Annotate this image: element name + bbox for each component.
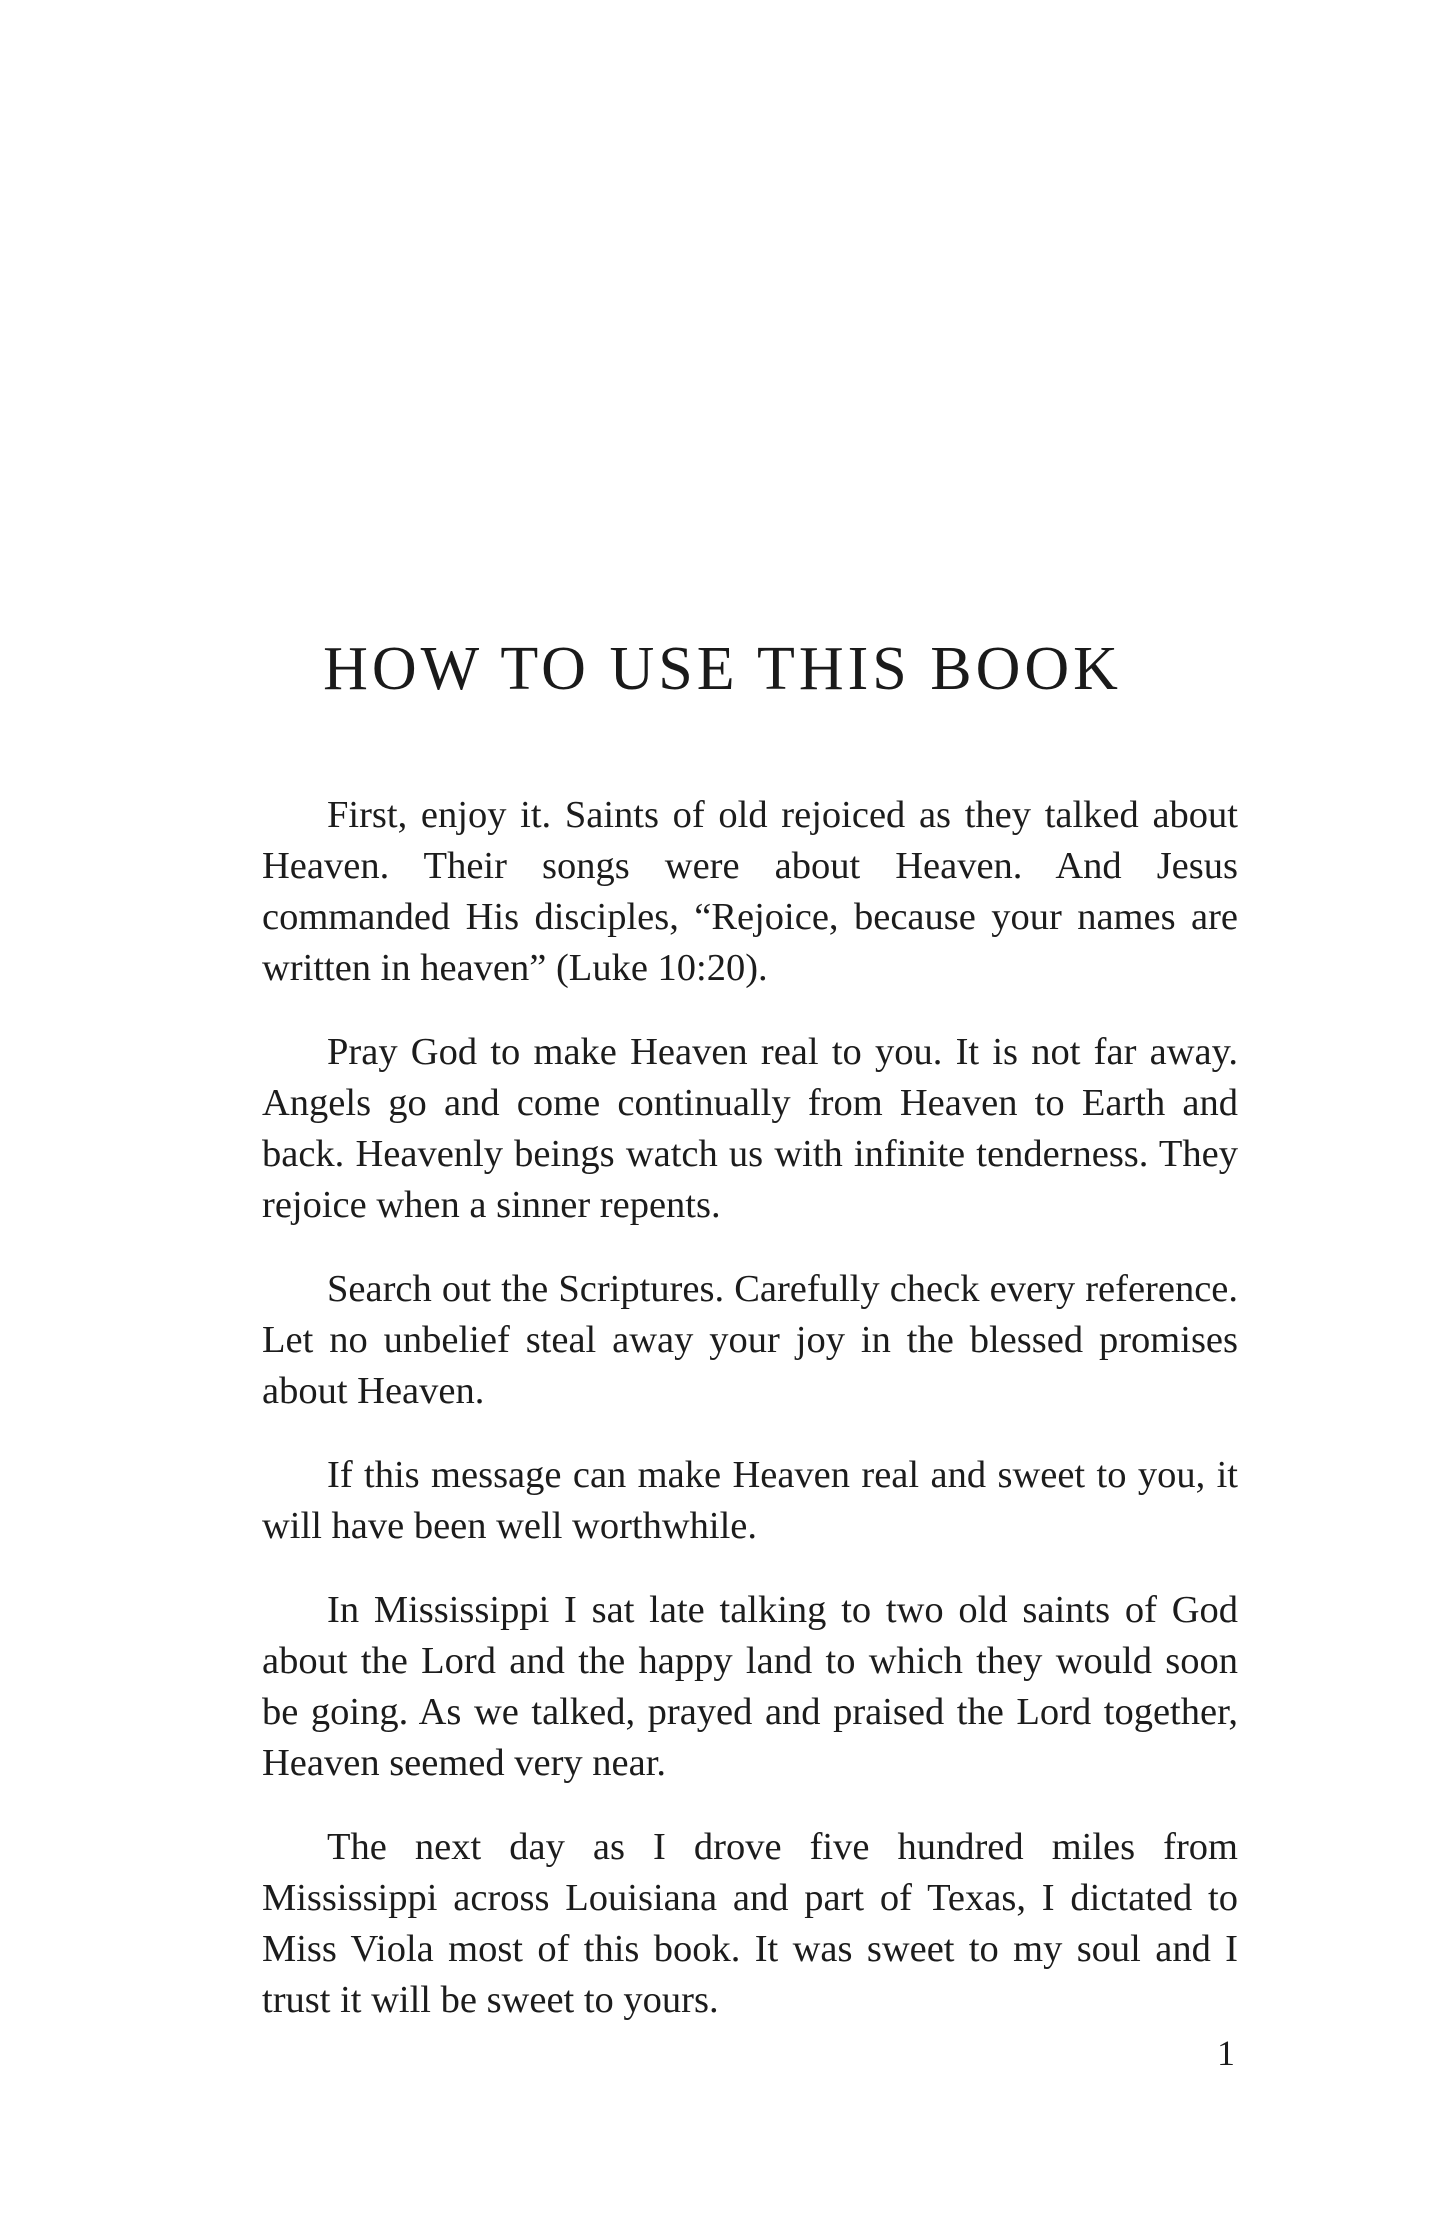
- paragraph: If this message can make Heaven real and sweet to you, it will have been well worthwhile.: [262, 1454, 1238, 1547]
- paragraph: In Mississippi I sat late talking to two old saints of God about the Lord and the happy land to which they would soon be going. As we talked, prayed and praised the Lord together, Heaven seemed very near.: [262, 1589, 1238, 1784]
- paragraph: Pray God to make Heaven real to you. It is not far away. Angels go and come continually from Heaven to Earth and back. Heavenly beings watch us with infinite tenderness. They rejoice when a sinner repents.: [262, 1031, 1238, 1226]
- body-text: [262, 790, 1238, 2059]
- paragraph: Search out the Scriptures. Carefully check every reference. Let no unbelief steal away your joy in the blessed promises about Heaven.: [262, 1268, 1238, 1412]
- paragraph: First, enjoy it. Saints of old rejoiced as they talked about Heaven. Their songs were about Heaven. And Jesus commanded His disciples, “Rejoice, because your names are written in heaven” (Luke 10:20).: [262, 794, 1238, 989]
- paragraph: The next day as I drove five hundred miles from Mississippi across Louisiana and part of Texas, I dictated to Miss Viola most of this book. It was sweet to my soul and I trust it will be sweet to yours.: [262, 1826, 1238, 2021]
- page-number: 1: [1217, 2033, 1235, 2073]
- chapter-title: HOW TO USE THIS BOOK: [323, 635, 1122, 703]
